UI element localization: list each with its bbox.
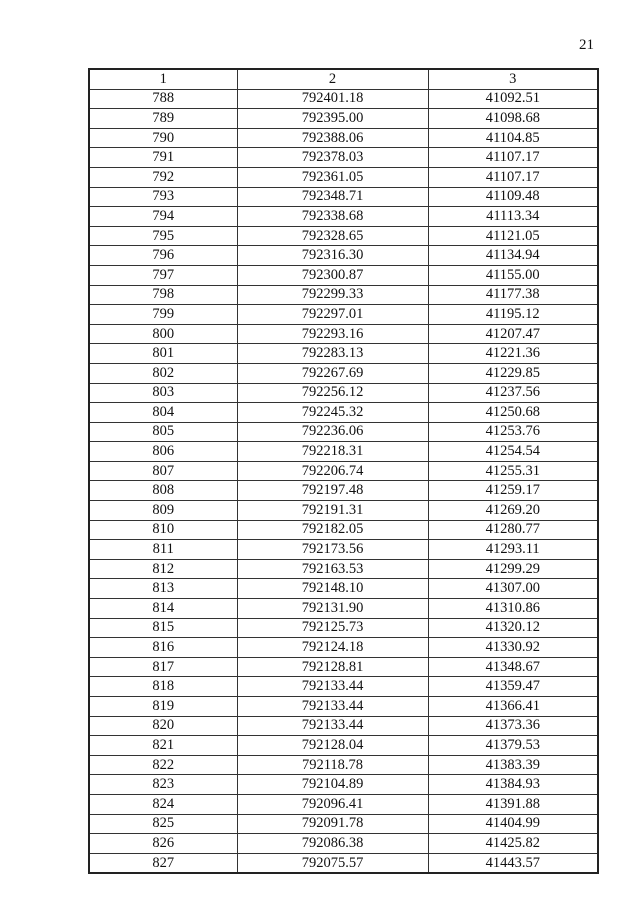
x-coordinate-cell: 792328.65 <box>237 226 428 246</box>
x-coordinate-cell: 792104.89 <box>237 775 428 795</box>
table-row <box>89 638 598 658</box>
point-number-cell: 805 <box>89 422 237 442</box>
point-number-cell: 799 <box>89 305 237 325</box>
x-coordinate-cell: 792361.05 <box>237 167 428 187</box>
point-number-cell: 813 <box>89 579 237 599</box>
x-coordinate-cell: 792133.44 <box>237 716 428 736</box>
table-row <box>89 540 598 560</box>
y-coordinate-cell: 41121.05 <box>428 226 598 246</box>
point-number-cell: 796 <box>89 246 237 266</box>
point-number-cell: 807 <box>89 461 237 481</box>
point-number-cell: 789 <box>89 109 237 129</box>
x-coordinate-cell: 792256.12 <box>237 383 428 403</box>
x-coordinate-cell: 792075.57 <box>237 853 428 873</box>
y-coordinate-cell: 41391.88 <box>428 794 598 814</box>
y-coordinate-cell: 41253.76 <box>428 422 598 442</box>
x-coordinate-cell: 792236.06 <box>237 422 428 442</box>
x-coordinate-cell: 792297.01 <box>237 305 428 325</box>
page-number: 21 <box>579 37 594 53</box>
y-coordinate-cell: 41293.11 <box>428 540 598 560</box>
table-row <box>89 461 598 481</box>
table-row <box>89 618 598 638</box>
point-number-cell: 810 <box>89 520 237 540</box>
table-body <box>89 89 598 873</box>
x-coordinate-cell: 792128.04 <box>237 736 428 756</box>
table-row <box>89 403 598 423</box>
y-coordinate-cell: 41134.94 <box>428 246 598 266</box>
x-coordinate-cell: 792163.53 <box>237 559 428 579</box>
y-coordinate-cell: 41366.41 <box>428 697 598 717</box>
x-coordinate-cell: 792133.44 <box>237 697 428 717</box>
table-row <box>89 775 598 795</box>
table-row <box>89 657 598 677</box>
y-coordinate-cell: 41155.00 <box>428 265 598 285</box>
y-coordinate-cell: 41207.47 <box>428 324 598 344</box>
table-row <box>89 265 598 285</box>
x-coordinate-cell: 792191.31 <box>237 501 428 521</box>
table-row <box>89 207 598 227</box>
x-coordinate-cell: 792338.68 <box>237 207 428 227</box>
table-row <box>89 128 598 148</box>
x-coordinate-cell: 792245.32 <box>237 403 428 423</box>
y-coordinate-cell: 41348.67 <box>428 657 598 677</box>
table-row <box>89 599 598 619</box>
point-number-cell: 811 <box>89 540 237 560</box>
y-coordinate-cell: 41109.48 <box>428 187 598 207</box>
y-coordinate-cell: 41250.68 <box>428 403 598 423</box>
table-row <box>89 794 598 814</box>
table-row <box>89 559 598 579</box>
header-cell-point: 1 <box>89 69 237 89</box>
point-number-cell: 800 <box>89 324 237 344</box>
x-coordinate-cell: 792283.13 <box>237 344 428 364</box>
point-number-cell: 792 <box>89 167 237 187</box>
table-row <box>89 736 598 756</box>
point-number-cell: 804 <box>89 403 237 423</box>
y-coordinate-cell: 41107.17 <box>428 167 598 187</box>
table-row <box>89 363 598 383</box>
y-coordinate-cell: 41310.86 <box>428 599 598 619</box>
point-number-cell: 793 <box>89 187 237 207</box>
y-coordinate-cell: 41104.85 <box>428 128 598 148</box>
table-row <box>89 834 598 854</box>
x-coordinate-cell: 792348.71 <box>237 187 428 207</box>
y-coordinate-cell: 41107.17 <box>428 148 598 168</box>
point-number-cell: 788 <box>89 89 237 109</box>
header-row <box>89 69 598 89</box>
y-coordinate-cell: 41092.51 <box>428 89 598 109</box>
table-row <box>89 853 598 873</box>
y-coordinate-cell: 41259.17 <box>428 481 598 501</box>
x-coordinate-cell: 792125.73 <box>237 618 428 638</box>
point-number-cell: 825 <box>89 814 237 834</box>
point-number-cell: 808 <box>89 481 237 501</box>
table-row <box>89 755 598 775</box>
y-coordinate-cell: 41221.36 <box>428 344 598 364</box>
header-cell-y: 3 <box>428 69 598 89</box>
y-coordinate-cell: 41299.29 <box>428 559 598 579</box>
x-coordinate-cell: 792316.30 <box>237 246 428 266</box>
y-coordinate-cell: 41195.12 <box>428 305 598 325</box>
table-row <box>89 520 598 540</box>
point-number-cell: 814 <box>89 599 237 619</box>
y-coordinate-cell: 41280.77 <box>428 520 598 540</box>
table-header <box>89 69 598 89</box>
y-coordinate-cell: 41330.92 <box>428 638 598 658</box>
table-row <box>89 305 598 325</box>
table-row <box>89 89 598 109</box>
y-coordinate-cell: 41229.85 <box>428 363 598 383</box>
y-coordinate-cell: 41254.54 <box>428 442 598 462</box>
x-coordinate-cell: 792293.16 <box>237 324 428 344</box>
table-row <box>89 344 598 364</box>
table-row <box>89 677 598 697</box>
point-number-cell: 826 <box>89 834 237 854</box>
y-coordinate-cell: 41425.82 <box>428 834 598 854</box>
x-coordinate-cell: 792091.78 <box>237 814 428 834</box>
table-row <box>89 148 598 168</box>
coordinates-table <box>88 68 599 874</box>
table-row <box>89 324 598 344</box>
point-number-cell: 790 <box>89 128 237 148</box>
point-number-cell: 806 <box>89 442 237 462</box>
y-coordinate-cell: 41307.00 <box>428 579 598 599</box>
x-coordinate-cell: 792133.44 <box>237 677 428 697</box>
y-coordinate-cell: 41359.47 <box>428 677 598 697</box>
point-number-cell: 801 <box>89 344 237 364</box>
table-row <box>89 579 598 599</box>
table-row <box>89 716 598 736</box>
table-row <box>89 226 598 246</box>
y-coordinate-cell: 41373.36 <box>428 716 598 736</box>
table-row <box>89 442 598 462</box>
header-cell-x: 2 <box>237 69 428 89</box>
point-number-cell: 809 <box>89 501 237 521</box>
point-number-cell: 821 <box>89 736 237 756</box>
x-coordinate-cell: 792388.06 <box>237 128 428 148</box>
x-coordinate-cell: 792096.41 <box>237 794 428 814</box>
table-row <box>89 501 598 521</box>
y-coordinate-cell: 41237.56 <box>428 383 598 403</box>
table-row <box>89 697 598 717</box>
y-coordinate-cell: 41113.34 <box>428 207 598 227</box>
point-number-cell: 803 <box>89 383 237 403</box>
point-number-cell: 794 <box>89 207 237 227</box>
point-number-cell: 795 <box>89 226 237 246</box>
table-row <box>89 481 598 501</box>
y-coordinate-cell: 41443.57 <box>428 853 598 873</box>
point-number-cell: 802 <box>89 363 237 383</box>
y-coordinate-cell: 41404.99 <box>428 814 598 834</box>
y-coordinate-cell: 41098.68 <box>428 109 598 129</box>
point-number-cell: 817 <box>89 657 237 677</box>
table-row <box>89 167 598 187</box>
x-coordinate-cell: 792378.03 <box>237 148 428 168</box>
y-coordinate-cell: 41384.93 <box>428 775 598 795</box>
point-number-cell: 812 <box>89 559 237 579</box>
point-number-cell: 816 <box>89 638 237 658</box>
x-coordinate-cell: 792182.05 <box>237 520 428 540</box>
y-coordinate-cell: 41255.31 <box>428 461 598 481</box>
x-coordinate-cell: 792173.56 <box>237 540 428 560</box>
x-coordinate-cell: 792128.81 <box>237 657 428 677</box>
x-coordinate-cell: 792218.31 <box>237 442 428 462</box>
table-row <box>89 814 598 834</box>
x-coordinate-cell: 792131.90 <box>237 599 428 619</box>
x-coordinate-cell: 792124.18 <box>237 638 428 658</box>
x-coordinate-cell: 792267.69 <box>237 363 428 383</box>
x-coordinate-cell: 792401.18 <box>237 89 428 109</box>
table-row <box>89 422 598 442</box>
y-coordinate-cell: 41177.38 <box>428 285 598 305</box>
point-number-cell: 824 <box>89 794 237 814</box>
point-number-cell: 822 <box>89 755 237 775</box>
table-row <box>89 109 598 129</box>
y-coordinate-cell: 41269.20 <box>428 501 598 521</box>
point-number-cell: 815 <box>89 618 237 638</box>
point-number-cell: 797 <box>89 265 237 285</box>
x-coordinate-cell: 792197.48 <box>237 481 428 501</box>
x-coordinate-cell: 792086.38 <box>237 834 428 854</box>
table-row <box>89 285 598 305</box>
point-number-cell: 827 <box>89 853 237 873</box>
x-coordinate-cell: 792299.33 <box>237 285 428 305</box>
x-coordinate-cell: 792395.00 <box>237 109 428 129</box>
point-number-cell: 798 <box>89 285 237 305</box>
y-coordinate-cell: 41320.12 <box>428 618 598 638</box>
y-coordinate-cell: 41379.53 <box>428 736 598 756</box>
point-number-cell: 819 <box>89 697 237 717</box>
x-coordinate-cell: 792300.87 <box>237 265 428 285</box>
table-row <box>89 246 598 266</box>
point-number-cell: 823 <box>89 775 237 795</box>
table-row <box>89 187 598 207</box>
table-row <box>89 383 598 403</box>
x-coordinate-cell: 792206.74 <box>237 461 428 481</box>
x-coordinate-cell: 792148.10 <box>237 579 428 599</box>
point-number-cell: 791 <box>89 148 237 168</box>
y-coordinate-cell: 41383.39 <box>428 755 598 775</box>
point-number-cell: 818 <box>89 677 237 697</box>
point-number-cell: 820 <box>89 716 237 736</box>
x-coordinate-cell: 792118.78 <box>237 755 428 775</box>
